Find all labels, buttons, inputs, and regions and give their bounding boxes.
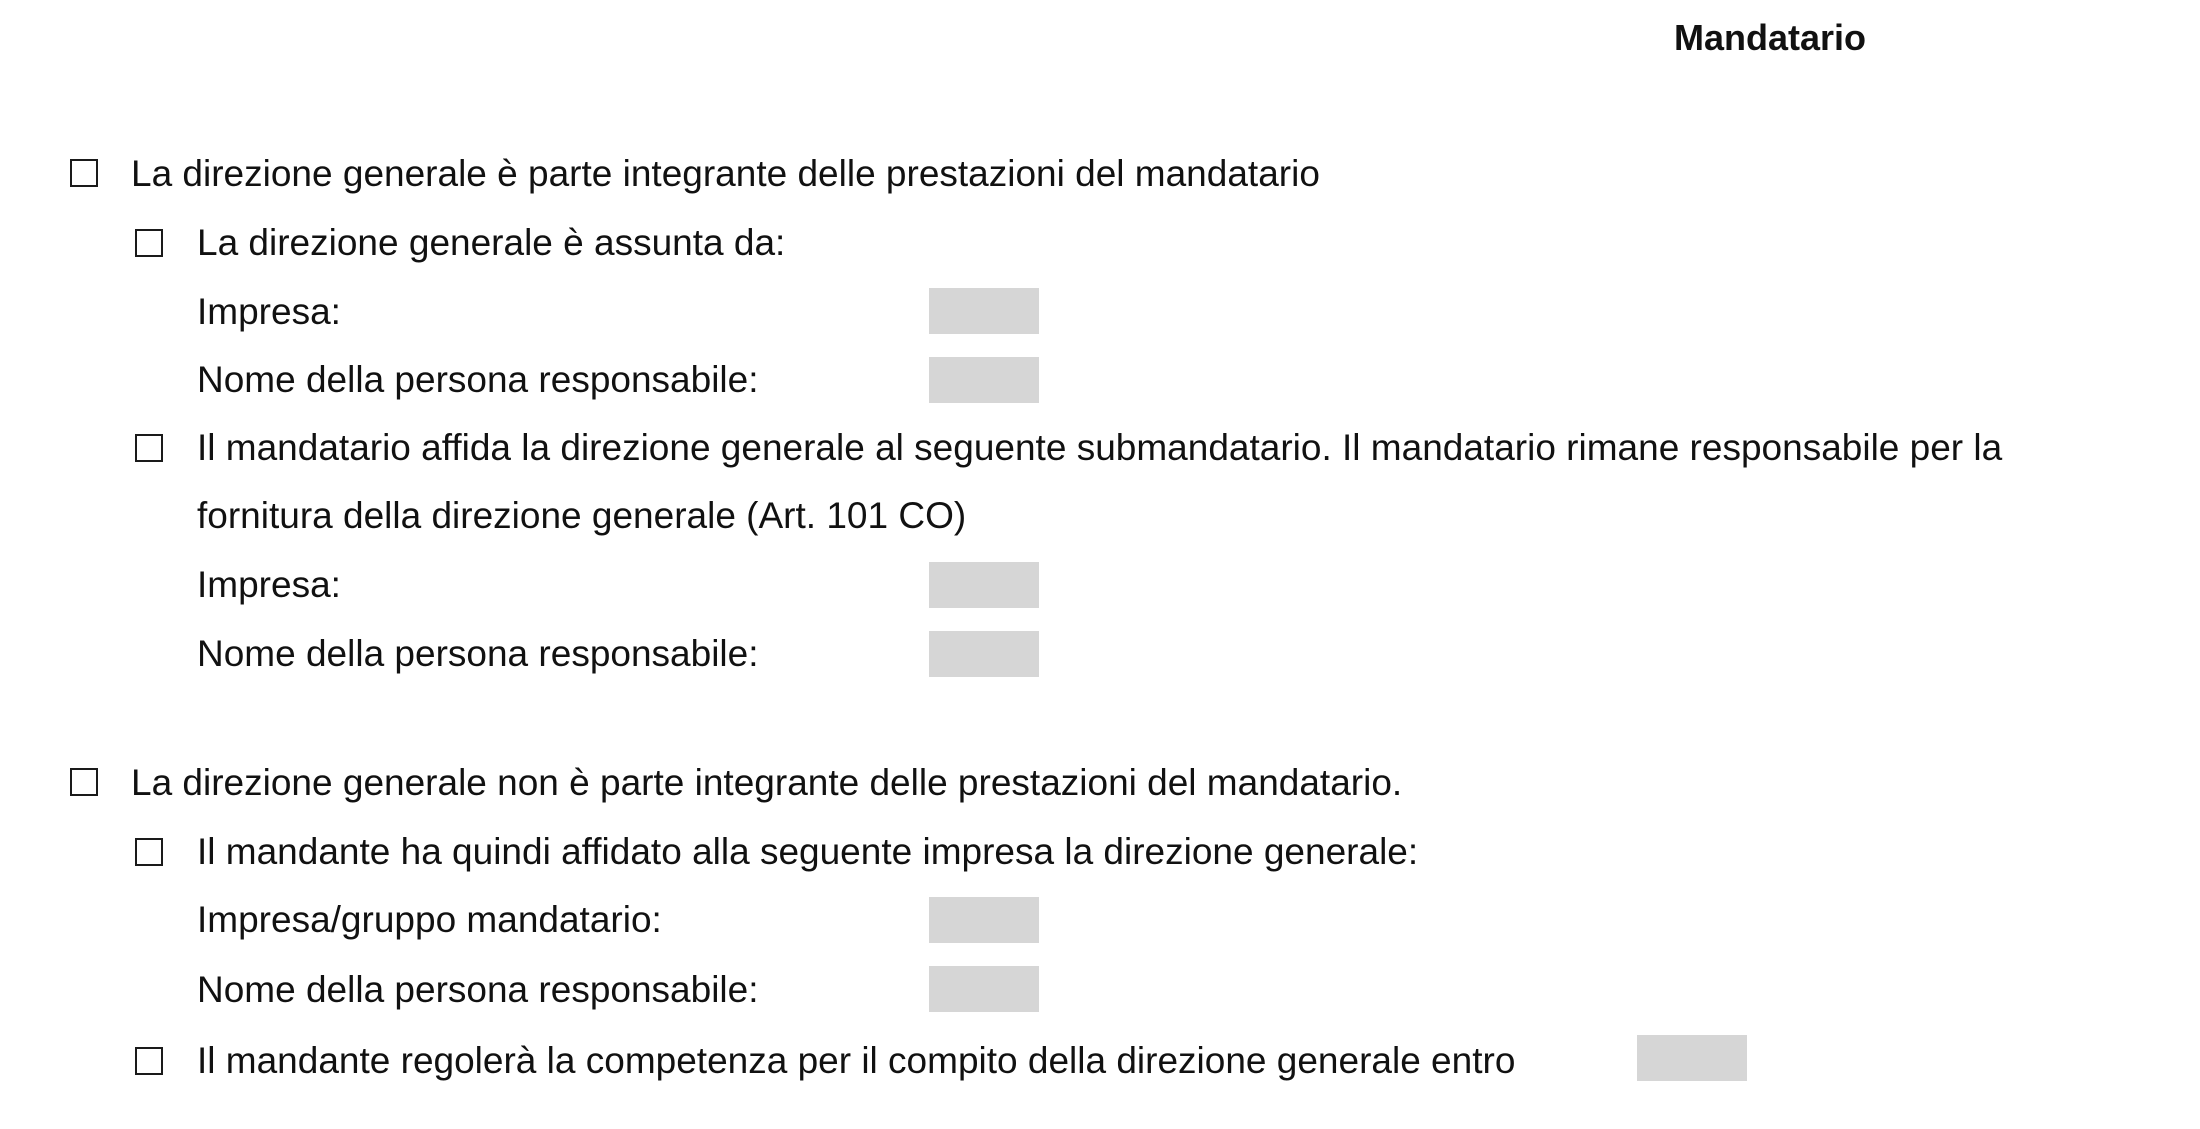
option-a-sub-1-persona-field[interactable] [929, 357, 1039, 403]
option-a-sub-2-label-line-1: Il mandatario affida la direzione generale al seguente submandatario. Il mandatario rimane responsabile per la [197, 427, 2003, 468]
option-b-sub-1-label: Il mandante ha quindi affidato alla seguente impresa la direzione generale: [197, 831, 1419, 872]
option-a-sub-1-label: La direzione generale è assunta da: [197, 222, 786, 263]
option-b-sub-1-impresa-field[interactable] [929, 897, 1039, 943]
checkbox-option-b[interactable] [70, 768, 98, 796]
checkbox-option-b-sub-2[interactable] [135, 1047, 163, 1075]
option-a-sub-1-persona-label: Nome della persona responsabile: [197, 359, 759, 400]
option-b-sub-2-entro-field[interactable] [1637, 1035, 1747, 1081]
option-a-sub-2-persona-label: Nome della persona responsabile: [197, 633, 759, 674]
option-a-sub-2-impresa-field[interactable] [929, 562, 1039, 608]
checkbox-option-a-sub-1[interactable] [135, 229, 163, 257]
option-b-sub-1-impresa-label: Impresa/gruppo mandatario: [197, 899, 662, 940]
option-a-sub-2-impresa-label: Impresa: [197, 564, 341, 605]
section-heading: Mandatario [1674, 17, 1867, 58]
checkbox-option-b-sub-1[interactable] [135, 838, 163, 866]
option-a-sub-2-persona-field[interactable] [929, 631, 1039, 677]
checkbox-option-a[interactable] [70, 159, 98, 187]
option-b-label: La direzione generale non è parte integrante delle prestazioni del mandatario. [131, 762, 1403, 803]
option-b-sub-1-persona-label: Nome della persona responsabile: [197, 969, 759, 1010]
option-a-sub-2-label-line-2: fornitura della direzione generale (Art. 101 CO) [197, 495, 967, 536]
option-a-sub-1-impresa-label: Impresa: [197, 291, 341, 332]
option-a-sub-1-impresa-field[interactable] [929, 288, 1039, 334]
option-b-sub-1-persona-field[interactable] [929, 966, 1039, 1012]
option-b-sub-2-label: Il mandante regolerà la competenza per il compito della direzione generale entro [197, 1040, 1516, 1081]
checkbox-option-a-sub-2[interactable] [135, 434, 163, 462]
option-a-label: La direzione generale è parte integrante delle prestazioni del mandatario [131, 153, 1320, 194]
